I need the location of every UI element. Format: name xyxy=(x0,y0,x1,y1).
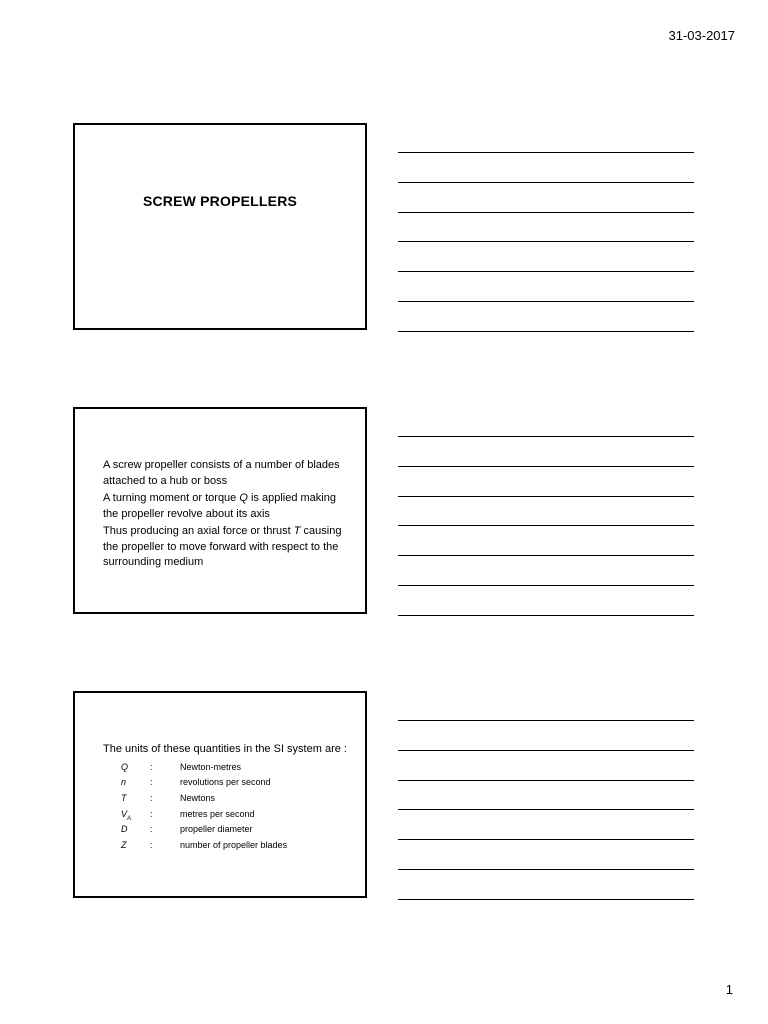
unit-separator: : xyxy=(150,792,153,803)
slide-body xyxy=(103,742,358,854)
unit-row xyxy=(103,775,358,791)
unit-symbol: $V_A$ xyxy=(121,808,132,822)
unit-row xyxy=(103,838,358,854)
unit-symbol: Z xyxy=(121,839,127,850)
note-line xyxy=(398,271,694,272)
note-line xyxy=(398,182,694,183)
note-line xyxy=(398,525,694,526)
slide-body xyxy=(103,458,353,573)
note-line xyxy=(398,152,694,153)
slide-thumbnail-1 xyxy=(73,123,367,330)
note-line xyxy=(398,839,694,840)
note-line xyxy=(398,555,694,556)
unit-separator: : xyxy=(150,777,153,788)
thrust-symbol: T xyxy=(293,525,301,537)
unit-row xyxy=(103,822,358,838)
unit-meaning: propeller diameter xyxy=(180,824,253,835)
note-line xyxy=(398,585,694,586)
unit-symbol: Q xyxy=(121,761,129,772)
slide-thumbnail-3 xyxy=(73,691,367,898)
torque-symbol: Q xyxy=(239,492,248,504)
unit-meaning: Newton-metres xyxy=(180,761,242,772)
slide-paragraph: A screw propeller consists of a number of blades attached to a hub or boss xyxy=(103,459,340,487)
unit-separator: : xyxy=(150,808,153,819)
note-line xyxy=(398,331,694,332)
unit-symbol: n xyxy=(121,777,127,788)
unit-row xyxy=(103,760,358,776)
page-date: 31-03-2017 xyxy=(668,28,735,43)
note-line xyxy=(398,615,694,616)
slide-thumbnail-2 xyxy=(73,407,367,614)
note-line xyxy=(398,241,694,242)
slide-paragraph: Thus producing an axial force or thrust T causing the propeller to move forward with respect to the surrounding medium xyxy=(103,525,342,568)
unit-row xyxy=(103,807,358,823)
note-line xyxy=(398,780,694,781)
note-line xyxy=(398,750,694,751)
unit-meaning: revolutions per second xyxy=(180,777,271,788)
note-line xyxy=(398,466,694,467)
unit-symbol: D xyxy=(121,824,128,835)
unit-symbol: T xyxy=(121,792,127,803)
note-line xyxy=(398,212,694,213)
note-line xyxy=(398,436,694,437)
note-line xyxy=(398,496,694,497)
unit-meaning: metres per second xyxy=(180,808,255,819)
note-line xyxy=(398,869,694,870)
unit-meaning: Newtons xyxy=(180,792,216,803)
note-line xyxy=(398,720,694,721)
page-number: 1 xyxy=(725,982,733,997)
note-line xyxy=(398,301,694,302)
units-intro: The units of these quantities in the SI system are : xyxy=(103,743,347,755)
note-line xyxy=(398,809,694,810)
slide-paragraph: A turning moment or torque Q is applied making the propeller revolve about its axis xyxy=(103,492,336,520)
unit-row xyxy=(103,791,358,807)
unit-separator: : xyxy=(150,824,153,835)
unit-separator: : xyxy=(150,761,153,772)
unit-meaning: number of propeller blades xyxy=(180,839,288,850)
unit-separator: : xyxy=(150,839,153,850)
note-line xyxy=(398,899,694,900)
slide-title: SCREW PROPELLERS xyxy=(142,193,298,209)
